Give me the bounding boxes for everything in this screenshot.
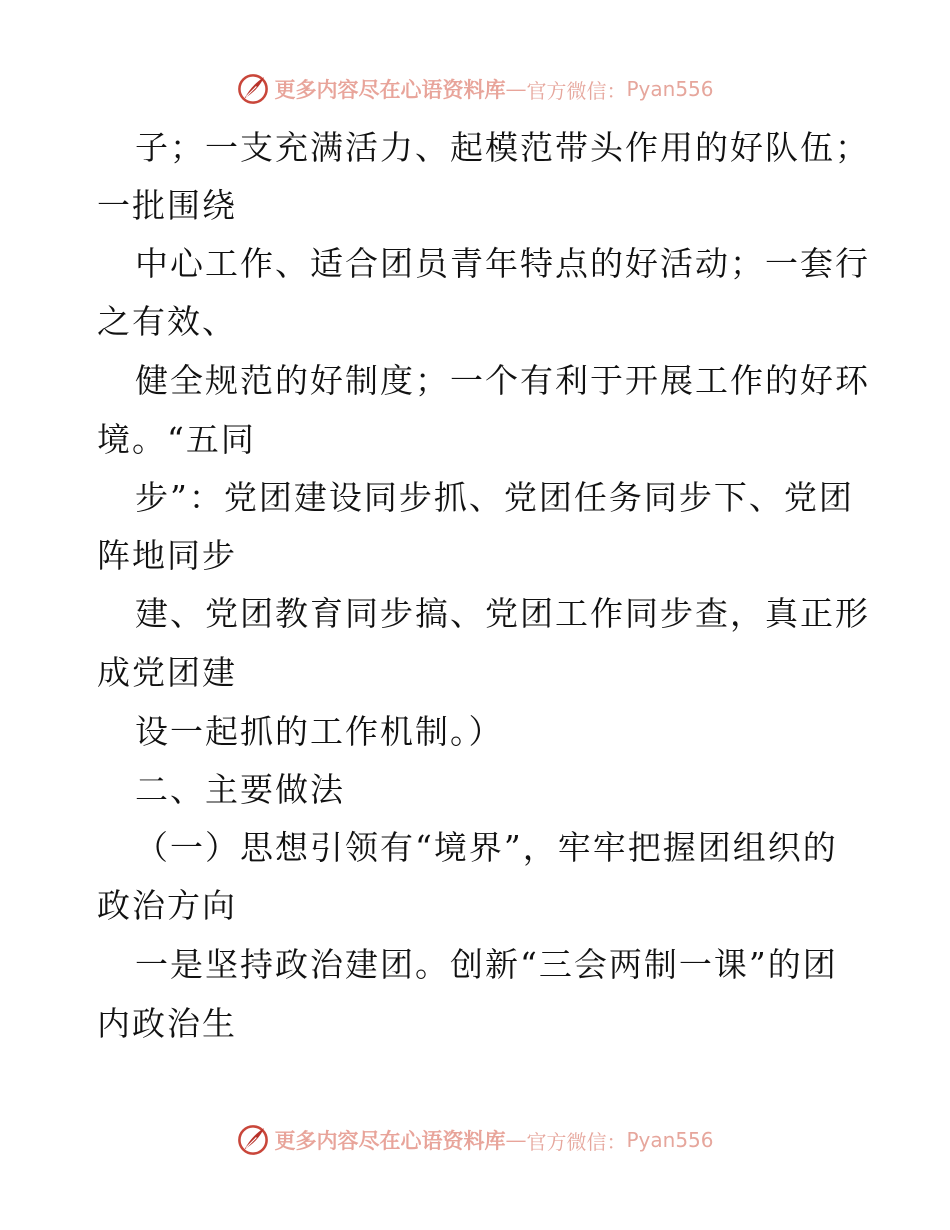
body-line: 设一起抓的工作机制。） xyxy=(135,712,504,751)
body-line: 内政治生 xyxy=(97,1004,237,1043)
body-line: 一是坚持政治建团。创新“三会两制一课”的团 xyxy=(135,945,838,984)
watermark-wechat-id: Pyan556 xyxy=(626,1128,714,1152)
watermark-wechat-label: 官方微信： xyxy=(526,1129,627,1154)
section-heading: 二、主要做法 xyxy=(135,770,345,809)
watermark-text: 更多内容尽在心语资料库 xyxy=(274,77,506,102)
body-line: 建、党团教育同步搞、党团工作同步查，真正形 xyxy=(135,594,870,633)
body-line: 政治方向 xyxy=(97,886,237,925)
body-line: 之有效、 xyxy=(97,302,237,341)
body-line: 中心工作、适合团员青年特点的好活动；一套行 xyxy=(135,244,870,283)
watermark-wechat-id: Pyan556 xyxy=(626,77,714,101)
header-watermark xyxy=(0,72,950,106)
quill-pen-logo-icon xyxy=(236,72,270,106)
watermark-dash: — xyxy=(505,77,527,101)
body-line: 成党团建 xyxy=(97,653,237,692)
body-line: 健全规范的好制度；一个有利于开展工作的好环 xyxy=(135,361,870,400)
body-line: 阵地同步 xyxy=(97,536,237,575)
body-line: 境。“五同 xyxy=(97,420,256,459)
body-line: 子；一支充满活力、起模范带头作用的好队伍； xyxy=(135,128,870,167)
watermark-dash: — xyxy=(505,1128,527,1152)
footer-watermark xyxy=(0,1123,950,1157)
subsection-heading: （一）思想引领有“境界”，牢牢把握团组织的 xyxy=(135,828,838,867)
quill-pen-logo-icon xyxy=(236,1123,270,1157)
watermark-wechat-label: 官方微信： xyxy=(526,78,627,103)
body-line: 步”：党团建设同步抓、党团任务同步下、党团 xyxy=(135,478,854,517)
body-line: 一批围绕 xyxy=(97,186,237,225)
watermark-text: 更多内容尽在心语资料库 xyxy=(274,1128,506,1153)
